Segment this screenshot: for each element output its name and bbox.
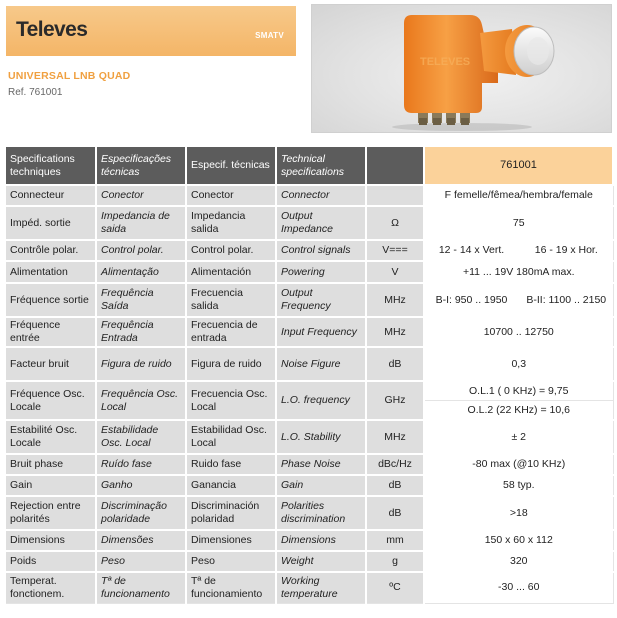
unit-cell: mm bbox=[366, 530, 424, 551]
value-cell: F femelle/fêmea/hembra/female bbox=[424, 185, 613, 206]
label-es: Frecuencia Osc. Local bbox=[186, 381, 276, 420]
label-es: Dimensiones bbox=[186, 530, 276, 551]
product-family-label: SMATV bbox=[255, 31, 284, 40]
unit-cell: dB bbox=[366, 347, 424, 381]
label-es: Frecuencia de entrada bbox=[186, 317, 276, 347]
label-en: L.O. frequency bbox=[276, 381, 366, 420]
label-fr: Rejection entre polarités bbox=[6, 496, 96, 530]
product-reference: Ref. 761001 bbox=[8, 87, 63, 98]
value-cell: ± 2 bbox=[424, 420, 613, 454]
label-es: Discriminación polaridad bbox=[186, 496, 276, 530]
label-en: Phase Noise bbox=[276, 454, 366, 475]
header-es: Especif. técnicas bbox=[186, 147, 276, 185]
label-es: Tª de funcionamiento bbox=[186, 572, 276, 603]
label-es: Impedancia salida bbox=[186, 206, 276, 240]
value-cell bbox=[424, 381, 613, 420]
value-cell-b: B-II: 1100 .. 2150 bbox=[519, 283, 613, 317]
label-es: Ruido fase bbox=[186, 454, 276, 475]
label-en: Connector bbox=[276, 185, 366, 206]
label-fr: Gain bbox=[6, 475, 96, 496]
unit-cell: Ω bbox=[366, 206, 424, 240]
label-en: Gain bbox=[276, 475, 366, 496]
value-line-2: O.L.2 (22 KHz) = 10,6 bbox=[467, 404, 570, 416]
unit-cell: V=== bbox=[366, 240, 424, 261]
label-pt: Figura de ruido bbox=[96, 347, 186, 381]
label-fr: Fréquence sortie bbox=[6, 283, 96, 317]
unit-cell: g bbox=[366, 551, 424, 572]
brand-header-band bbox=[6, 6, 296, 56]
label-en: Control signals bbox=[276, 240, 366, 261]
label-pt: Ruído fase bbox=[96, 454, 186, 475]
table-row bbox=[6, 283, 613, 317]
value-cell-b: 16 - 19 x Hor. bbox=[519, 240, 613, 261]
unit-cell: V bbox=[366, 261, 424, 283]
value-cell: +11 ... 19V 180mA max. bbox=[424, 261, 613, 283]
value-cell: 58 typ. bbox=[424, 475, 613, 496]
table-row bbox=[6, 420, 613, 454]
header-unit bbox=[366, 147, 424, 185]
table-row bbox=[6, 347, 613, 381]
table-row bbox=[6, 496, 613, 530]
lnb-quad-product-photo-icon bbox=[312, 5, 613, 134]
table-row bbox=[6, 206, 613, 240]
value-line-1: O.L.1 ( 0 KHz) = 9,75 bbox=[425, 382, 613, 401]
unit-cell: dBc/Hz bbox=[366, 454, 424, 475]
brand-logo: Televes bbox=[16, 18, 88, 41]
label-fr: Fréquence Osc. Locale bbox=[6, 381, 96, 420]
value-cell: 10700 .. 12750 bbox=[424, 317, 613, 347]
label-en: Dimensions bbox=[276, 530, 366, 551]
label-pt: Alimentação bbox=[96, 261, 186, 283]
label-pt: Impedancia de saida bbox=[96, 206, 186, 240]
label-pt: Frequência Osc. Local bbox=[96, 381, 186, 420]
product-photo bbox=[311, 4, 612, 133]
label-fr: Estabilité Osc. Locale bbox=[6, 420, 96, 454]
label-en: Weight bbox=[276, 551, 366, 572]
label-pt: Dimensões bbox=[96, 530, 186, 551]
unit-cell: GHz bbox=[366, 381, 424, 420]
header-fr: Specifications techniques bbox=[6, 147, 96, 185]
label-pt: Ganho bbox=[96, 475, 186, 496]
label-fr: Temperat. fonctionem. bbox=[6, 572, 96, 603]
label-fr: Connecteur bbox=[6, 185, 96, 206]
label-fr: Poids bbox=[6, 551, 96, 572]
label-pt: Conector bbox=[96, 185, 186, 206]
value-cell: 0,3 bbox=[424, 347, 613, 381]
label-es: Conector bbox=[186, 185, 276, 206]
table-row bbox=[6, 475, 613, 496]
header-pt: Especificações técnicas bbox=[96, 147, 186, 185]
label-es: Control polar. bbox=[186, 240, 276, 261]
table-row bbox=[6, 572, 613, 603]
label-en: Output Frequency bbox=[276, 283, 366, 317]
value-cell-a: B-I: 950 .. 1950 bbox=[424, 283, 519, 317]
embossed-logo: TELEVES bbox=[420, 56, 471, 68]
label-es: Ganancia bbox=[186, 475, 276, 496]
table-row bbox=[6, 530, 613, 551]
label-es: Frecuencia salida bbox=[186, 283, 276, 317]
unit-cell: MHz bbox=[366, 420, 424, 454]
value-cell: -80 max (@10 KHz) bbox=[424, 454, 613, 475]
label-en: L.O. Stability bbox=[276, 420, 366, 454]
label-fr: Contrôle polar. bbox=[6, 240, 96, 261]
label-en: Polarities discrimination bbox=[276, 496, 366, 530]
label-pt: Estabilidade Osc. Local bbox=[96, 420, 186, 454]
unit-cell bbox=[366, 185, 424, 206]
label-pt: Frequência Saída bbox=[96, 283, 186, 317]
table-row bbox=[6, 261, 613, 283]
label-fr: Impéd. sortie bbox=[6, 206, 96, 240]
label-pt: Frequência Entrada bbox=[96, 317, 186, 347]
value-cell: -30 ... 60 bbox=[424, 572, 613, 603]
label-es: Figura de ruido bbox=[186, 347, 276, 381]
specifications-table bbox=[6, 147, 614, 604]
label-en: Input Frequency bbox=[276, 317, 366, 347]
label-en: Noise Figure bbox=[276, 347, 366, 381]
label-es: Estabilidad Osc. Local bbox=[186, 420, 276, 454]
header-reference: 761001 bbox=[424, 147, 613, 185]
label-pt: Control polar. bbox=[96, 240, 186, 261]
label-pt: Peso bbox=[96, 551, 186, 572]
table-row bbox=[6, 551, 613, 572]
label-fr: Facteur bruit bbox=[6, 347, 96, 381]
product-name: UNIVERSAL LNB QUAD bbox=[8, 70, 131, 82]
label-en: Powering bbox=[276, 261, 366, 283]
label-es: Alimentación bbox=[186, 261, 276, 283]
label-fr: Bruit phase bbox=[6, 454, 96, 475]
label-en: Working temperature bbox=[276, 572, 366, 603]
label-fr: Fréquence entrée bbox=[6, 317, 96, 347]
unit-cell: ºC bbox=[366, 572, 424, 603]
label-pt: Discriminação polaridade bbox=[96, 496, 186, 530]
table-header-row bbox=[6, 147, 613, 185]
label-es: Peso bbox=[186, 551, 276, 572]
unit-cell: MHz bbox=[366, 283, 424, 317]
value-cell: 75 bbox=[424, 206, 613, 240]
label-fr: Alimentation bbox=[6, 261, 96, 283]
unit-cell: dB bbox=[366, 496, 424, 530]
table-row bbox=[6, 317, 613, 347]
value-cell: 320 bbox=[424, 551, 613, 572]
label-pt: Tª de funcionamento bbox=[96, 572, 186, 603]
table-row bbox=[6, 381, 613, 420]
label-en: Output Impedance bbox=[276, 206, 366, 240]
unit-cell: dB bbox=[366, 475, 424, 496]
label-fr: Dimensions bbox=[6, 530, 96, 551]
value-cell: >18 bbox=[424, 496, 613, 530]
table-row bbox=[6, 240, 613, 261]
value-cell-a: 12 - 14 x Vert. bbox=[424, 240, 519, 261]
header-en: Technical specifications bbox=[276, 147, 366, 185]
table-row bbox=[6, 185, 613, 206]
value-cell: 150 x 60 x 112 bbox=[424, 530, 613, 551]
table-row bbox=[6, 454, 613, 475]
unit-cell: MHz bbox=[366, 317, 424, 347]
